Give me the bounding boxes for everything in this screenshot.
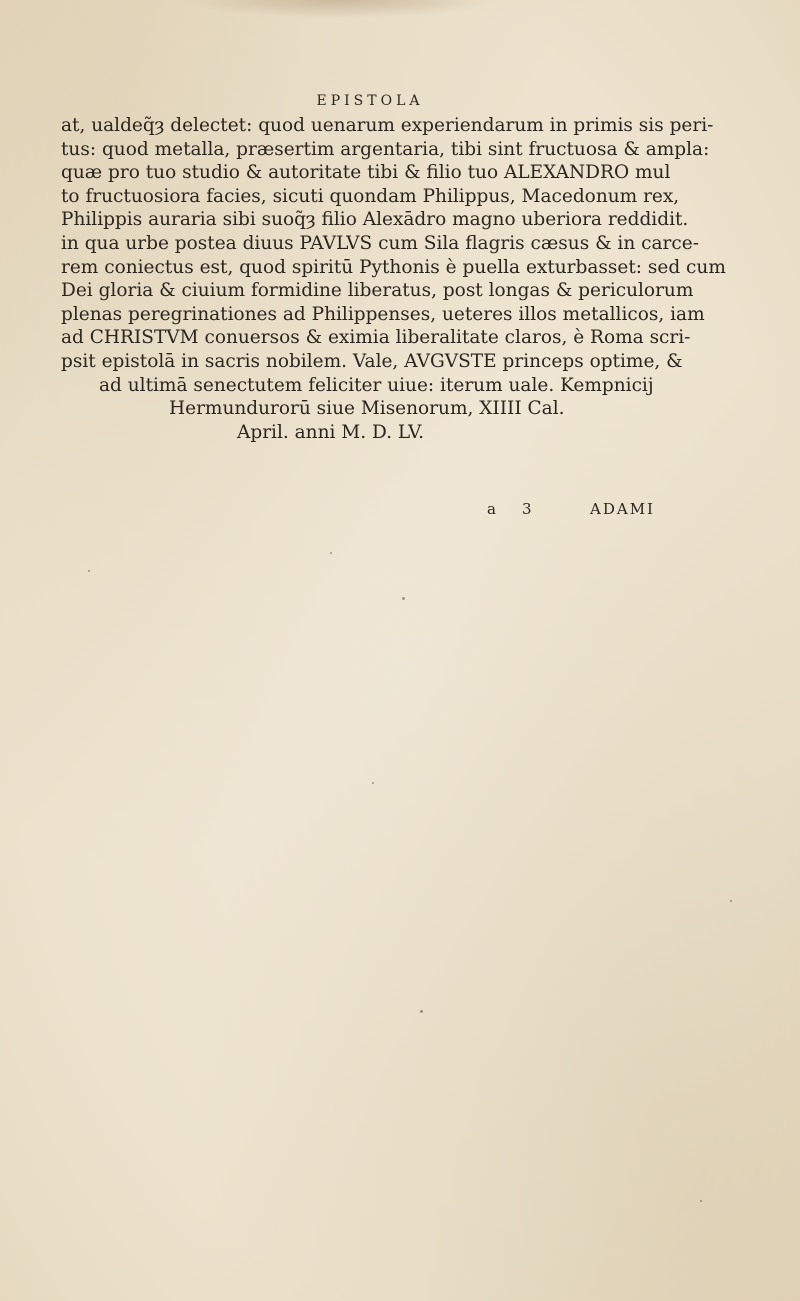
text-line: ad CHRISTVM conuersos & eximia liberalitate claros, è Roma scri- — [61, 327, 691, 349]
running-head: EPISTOLA — [316, 93, 424, 109]
text-line: to fructuosiora facies, sicuti quondam Philippus, Macedonum rex, — [61, 185, 680, 207]
text-line: Philippis auraria sibi suoq̃ȝ filio Alexādro magno uberiora reddidit. — [61, 209, 689, 231]
text-line: Dei gloria & ciuium formidine liberatus, post longas & periculorum — [61, 280, 694, 302]
paper-speck — [730, 900, 732, 902]
signature-number: 3 — [522, 500, 532, 518]
paper-speck — [420, 1010, 423, 1013]
text-line: at, ualdeq̃ȝ delectet: quod uenarum experiendarum in primis sis peri- — [61, 115, 714, 136]
text-line: quæ pro tuo studio & autoritate tibi & filio tuo ALEXANDRO mul — [61, 162, 671, 184]
catchword: ADAMI — [590, 500, 655, 518]
text-line: ad ultimā senectutem feliciter uiue: iterum uale. Kempnicij — [99, 374, 654, 396]
paper-speck — [372, 782, 374, 784]
page-footer — [0, 500, 800, 524]
paper-speck — [330, 552, 332, 554]
signature-mark: a — [487, 500, 496, 518]
letter-body — [61, 114, 726, 444]
text-line: plenas peregrinationes ad Philippenses, ueteres illos metallicos, iam — [61, 303, 705, 325]
text-line: tus: quod metalla, præsertim argentaria, tibi sint fructuosa & ampla: — [61, 138, 710, 160]
paper-speck — [88, 570, 90, 572]
text-line: in qua urbe postea diuus PAVLVS cum Sila flagris cæsus & in carce- — [61, 232, 699, 254]
paper-speck — [700, 1200, 702, 1202]
text-line: psit epistolā in sacris nobilem. Vale, AVGVSTE princeps optime, & — [61, 350, 683, 372]
page-stain — [180, 0, 500, 18]
text-line: Hermundurorū siue Misenorum, XIIII Cal. — [169, 398, 565, 420]
text-line: April. anni M. D. LV. — [237, 421, 425, 443]
paper-speck — [402, 597, 405, 600]
text-line: rem coniectus est, quod spiritū Pythonis è puella exturbasset: sed cum — [61, 256, 726, 278]
